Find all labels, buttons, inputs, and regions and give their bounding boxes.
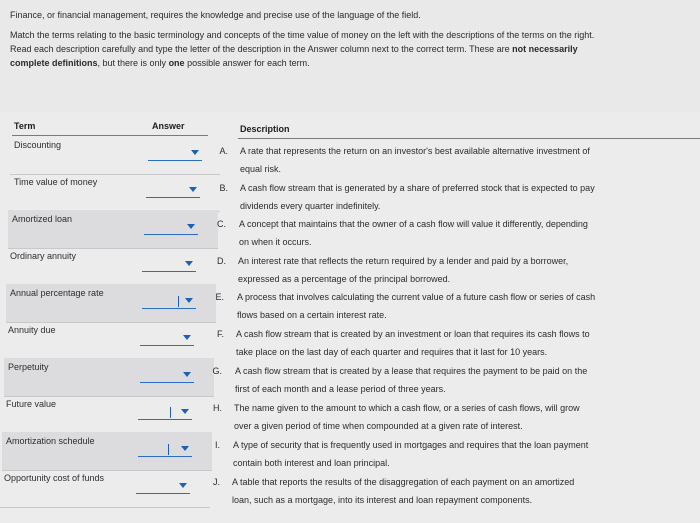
term-row	[6, 247, 216, 286]
answer-dropdown[interactable]	[146, 185, 200, 198]
matching-table	[0, 112, 700, 523]
answer-dropdown[interactable]	[144, 222, 198, 235]
description-text: An interest rate that reflects the return required by a lender and paid by a borrower, expressed as a percentage of the principal borrowed.	[238, 256, 569, 284]
chevron-down-icon	[183, 372, 191, 377]
chevron-down-icon	[181, 409, 189, 414]
caret-bar	[170, 407, 171, 418]
chevron-down-icon	[187, 224, 195, 229]
description-letter: A.	[219, 146, 228, 156]
intro-bold-not-necessarily: not necessarily	[512, 44, 578, 54]
answer-dropdown[interactable]	[142, 296, 196, 309]
description-letter: B.	[219, 183, 228, 193]
intro-paragraph	[10, 28, 690, 70]
term-label: Perpetuity	[8, 362, 49, 372]
intro-bold-complete-definitions: complete definitions	[10, 58, 98, 68]
term-row	[4, 358, 214, 397]
intro-text-b: Read each description carefully and type the letter of the description in the Answer column next to the correct term. These are	[10, 44, 513, 54]
intro-bold-one: one	[168, 58, 185, 68]
chevron-down-icon	[183, 335, 191, 340]
chevron-down-icon	[185, 261, 193, 266]
caret-bar	[168, 444, 169, 455]
term-label: Amortized loan	[12, 214, 73, 224]
term-label: Discounting	[14, 140, 62, 150]
term-label: Ordinary annuity	[10, 251, 77, 261]
description-text: A table that reports the results of the disaggregation of each payment on an amortized loan, such as a mortgage, into its interest and loan repayment components.	[232, 477, 575, 505]
intro-text-a: Match the terms relating to the basic terminology and concepts of the time value of money on the left with the descriptions of the terms on the right.	[10, 30, 595, 40]
term-label: Opportunity cost of funds	[4, 473, 105, 483]
description-text: A process that involves calculating the current value of a future cash flow or series of cash flows based on a certain interest rate.	[237, 292, 596, 320]
chevron-down-icon	[185, 298, 193, 303]
description-text: A type of security that is frequently used in mortgages and requires that the loan payment contain both interest and loan principal.	[233, 440, 589, 468]
description-text: The name given to the amount to which a cash flow, or a series of cash flows, will grow over a given period of time when compounded at a given rate of interest.	[234, 403, 580, 431]
term-label: Annual percentage rate	[10, 288, 104, 298]
chevron-down-icon	[189, 187, 197, 192]
intro-line-1: Finance, or financial management, requires the knowledge and precise use of the language of the field.	[10, 10, 421, 20]
description-letter: D.	[217, 256, 226, 266]
answer-dropdown[interactable]	[138, 407, 192, 420]
description-text: A cash flow stream that is created by an investment or loan that requires its cash flows to take place on the last day of each quarter and requires that it last for 10 years.	[236, 329, 590, 357]
description-letter: H.	[213, 403, 222, 413]
answer-dropdown[interactable]	[148, 148, 202, 161]
instructions	[10, 8, 690, 76]
term-row	[4, 321, 214, 360]
term-row	[10, 136, 220, 175]
header-divider-right	[238, 138, 700, 139]
term-row	[10, 173, 220, 212]
term-label: Time value of money	[14, 177, 98, 187]
chevron-down-icon	[181, 446, 189, 451]
term-row	[2, 395, 212, 434]
term-row	[6, 284, 216, 323]
answer-dropdown[interactable]	[142, 259, 196, 272]
description-letter: F.	[216, 329, 224, 339]
header-term: Term	[14, 121, 36, 131]
header-description: Description	[240, 124, 290, 134]
description-text: A cash flow stream that is generated by a share of preferred stock that is expected to pay dividends every quarter indefinitely.	[240, 183, 595, 211]
chevron-down-icon	[179, 483, 187, 488]
description-letter: J.	[212, 477, 220, 487]
answer-dropdown[interactable]	[136, 481, 190, 494]
intro-text-d: , but there is only	[97, 58, 169, 68]
answer-dropdown[interactable]	[140, 370, 194, 383]
header-answer: Answer	[152, 121, 185, 131]
answer-dropdown[interactable]	[138, 444, 192, 457]
description-text: A cash flow stream that is created by a lease that requires the payment to be paid on the first of each month and a lease period of three years.	[235, 366, 588, 394]
term-label: Annuity due	[8, 325, 56, 335]
term-label: Amortization schedule	[6, 436, 95, 446]
description-text: A concept that maintains that the owner of a cash flow will value it differently, depending on when it occurs.	[239, 219, 588, 247]
description-letter: I.	[214, 440, 220, 450]
caret-bar	[178, 296, 179, 307]
description-text: A rate that represents the return on an investor's best available alternative investment of equal risk.	[240, 146, 590, 174]
intro-text-e: possible answer for each term.	[184, 58, 310, 68]
term-row	[2, 432, 212, 471]
description-letter: C.	[217, 219, 226, 229]
description-letter: G.	[212, 366, 222, 376]
answer-dropdown[interactable]	[140, 333, 194, 346]
term-row	[0, 469, 210, 508]
term-label: Future value	[6, 399, 57, 409]
chevron-down-icon	[191, 150, 199, 155]
description-letter: E.	[215, 292, 224, 302]
term-row	[8, 210, 218, 249]
